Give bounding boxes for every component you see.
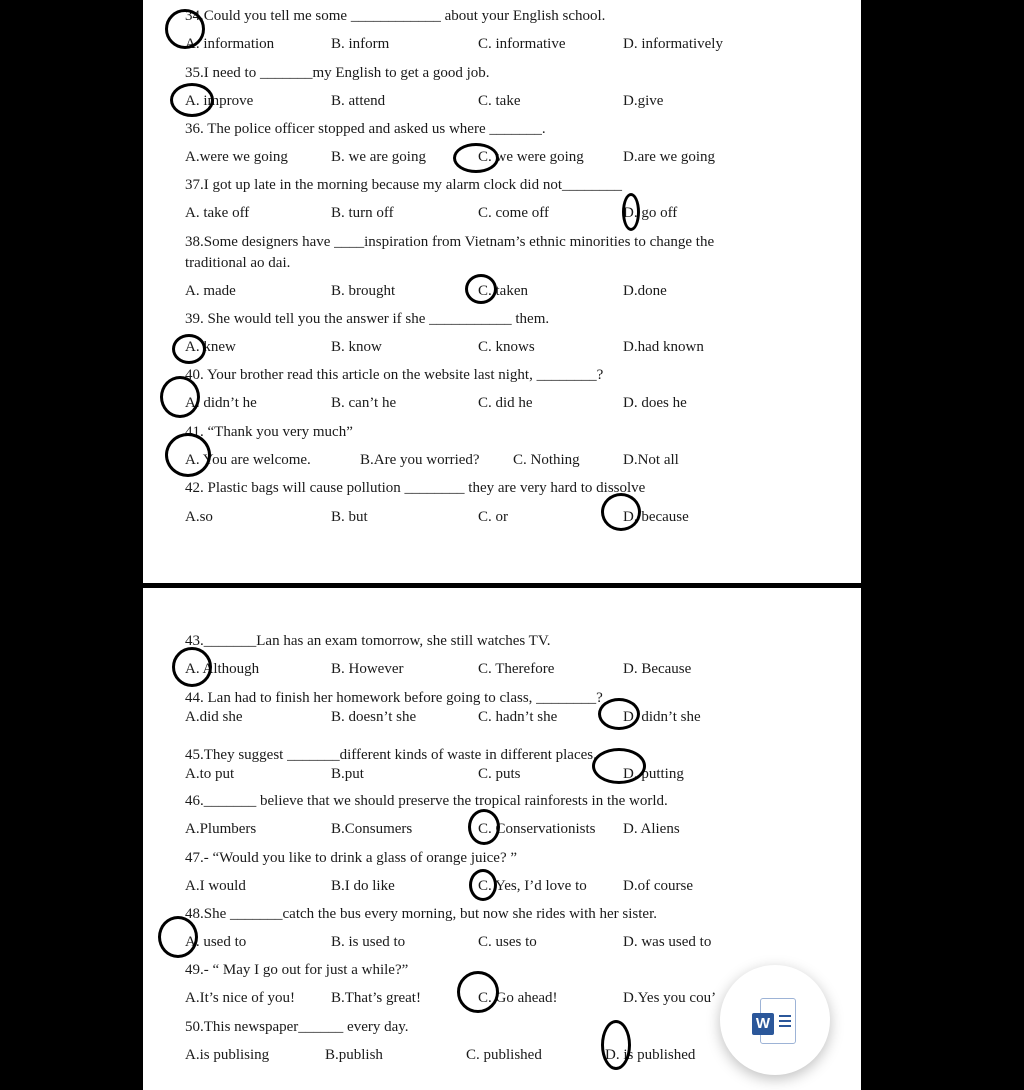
word-logo-icon: W [752, 1013, 774, 1035]
option-45-b: B.put [331, 766, 364, 782]
option-36-b: B. we are going [331, 149, 426, 165]
option-41-c: C. Nothing [513, 452, 580, 468]
option-42-b: B. but [331, 509, 368, 525]
option-44-b: B. doesn’t she [331, 709, 417, 725]
option-36-d: D.are we going [623, 149, 716, 165]
option-49-c: C. Go ahead! [478, 990, 558, 1006]
option-34-d: D. informatively [623, 36, 723, 52]
option-46-a: A.Plumbers [185, 821, 257, 837]
question-41: 41. “Thank you very much” [185, 424, 353, 440]
question-47: 47.- “Would you like to drink a glass of orange juice? ” [185, 850, 518, 866]
option-35-d: D.give [623, 93, 664, 109]
option-44-c: C. hadn’t she [478, 709, 558, 725]
option-49-b: B.That’s great! [331, 990, 421, 1006]
option-35-b: B. attend [331, 93, 386, 109]
option-49-d: D.Yes you cou’ [623, 990, 717, 1006]
option-38-b: B. brought [331, 283, 396, 299]
option-48-b: B. is used to [331, 934, 406, 950]
option-45-a: A.to put [185, 766, 235, 782]
option-40-b: B. can’t he [331, 395, 397, 411]
option-42-a: A.so [185, 509, 213, 525]
option-37-c: C. come off [478, 205, 549, 221]
option-34-c: C. informative [478, 36, 566, 52]
option-38-d: D.done [623, 283, 667, 299]
question-36: 36. The police officer stopped and asked us where _______. [185, 121, 546, 137]
option-47-b: B.I do like [331, 878, 395, 894]
option-41-a: A. You are welcome. [185, 452, 311, 468]
option-39-a: A. knew [185, 339, 236, 355]
option-37-a: A. take off [185, 205, 250, 221]
option-38-a: A. made [185, 283, 236, 299]
question-38: 38.Some designers have ____inspiration from Vietnam’s ethnic minorities to change the traditional ao dai. [185, 234, 715, 271]
question-34: 34.Could you tell me some ____________ about your English school. [185, 8, 606, 24]
option-36-c: C. we were going [478, 149, 584, 165]
option-38-c: C. taken [478, 283, 528, 299]
option-46-c: C. Conservationists [478, 821, 596, 837]
option-36-a: A.were we going [185, 149, 288, 165]
question-48: 48.She _______catch the bus every morning, but now she rides with her sister. [185, 906, 658, 922]
question-39: 39. She would tell you the answer if she ___________ them. [185, 311, 550, 327]
option-45-d: D. putting [623, 766, 684, 782]
option-42-c: C. or [478, 509, 508, 525]
question-40: 40. Your brother read this article on the website last night, ________? [185, 367, 604, 383]
option-39-d: D.had known [623, 339, 704, 355]
option-43-d: D. Because [623, 661, 692, 677]
option-44-d: D. didn’t she [623, 709, 701, 725]
option-37-b: B. turn off [331, 205, 394, 221]
question-42: 42. Plastic bags will cause pollution ________ they are very hard to dissolve [185, 480, 646, 496]
option-42-d: D. because [623, 509, 689, 525]
option-47-d: D.of course [623, 878, 693, 894]
option-40-a: A. didn’t he [185, 395, 257, 411]
question-49: 49.- “ May I go out for just a while?” [185, 962, 409, 978]
option-46-b: B.Consumers [331, 821, 413, 837]
option-48-d: D. was used to [623, 934, 712, 950]
question-37: 37.I got up late in the morning because my alarm clock did not________ [185, 177, 622, 193]
option-43-a: A. Although [185, 661, 260, 677]
question-50: 50.This newspaper______ every day. [185, 1019, 409, 1035]
option-41-b: B.Are you worried? [360, 452, 480, 468]
option-46-d: D. Aliens [623, 821, 680, 837]
option-47-a: A.I would [185, 878, 246, 894]
option-48-a: A. used to [185, 934, 247, 950]
option-39-c: C. knows [478, 339, 535, 355]
question-45: 45.They suggest _______different kinds of waste in different places. [185, 747, 597, 763]
option-35-c: C. take [478, 93, 521, 109]
question-43: 43._______Lan has an exam tomorrow, she still watches TV. [185, 633, 551, 649]
option-39-b: B. know [331, 339, 382, 355]
option-50-b: B.publish [325, 1047, 383, 1063]
question-44: 44. Lan had to finish her homework before going to class, ________? [185, 690, 603, 706]
option-41-d: D.Not all [623, 452, 679, 468]
question-46: 46._______ believe that we should preserve the tropical rainforests in the world. [185, 793, 668, 809]
option-37-d: D. go off [623, 205, 678, 221]
option-50-d: D. is published [605, 1047, 696, 1063]
question-35: 35.I need to _______my English to get a good job. [185, 65, 490, 81]
option-43-b: B. However [331, 661, 404, 677]
option-40-c: C. did he [478, 395, 533, 411]
option-47-c: C. Yes, I’d love to [478, 878, 587, 894]
option-50-a: A.is publising [185, 1047, 270, 1063]
option-50-c: C. published [466, 1047, 542, 1063]
option-40-d: D. does he [623, 395, 687, 411]
option-43-c: C. Therefore [478, 661, 555, 677]
option-48-c: C. uses to [478, 934, 537, 950]
option-49-a: A.It’s nice of you! [185, 990, 295, 1006]
option-35-a: A. improve [185, 93, 254, 109]
option-45-c: C. puts [478, 766, 521, 782]
option-34-b: B. inform [331, 36, 390, 52]
option-44-a: A.did she [185, 709, 243, 725]
option-34-a: A. information [185, 36, 275, 52]
